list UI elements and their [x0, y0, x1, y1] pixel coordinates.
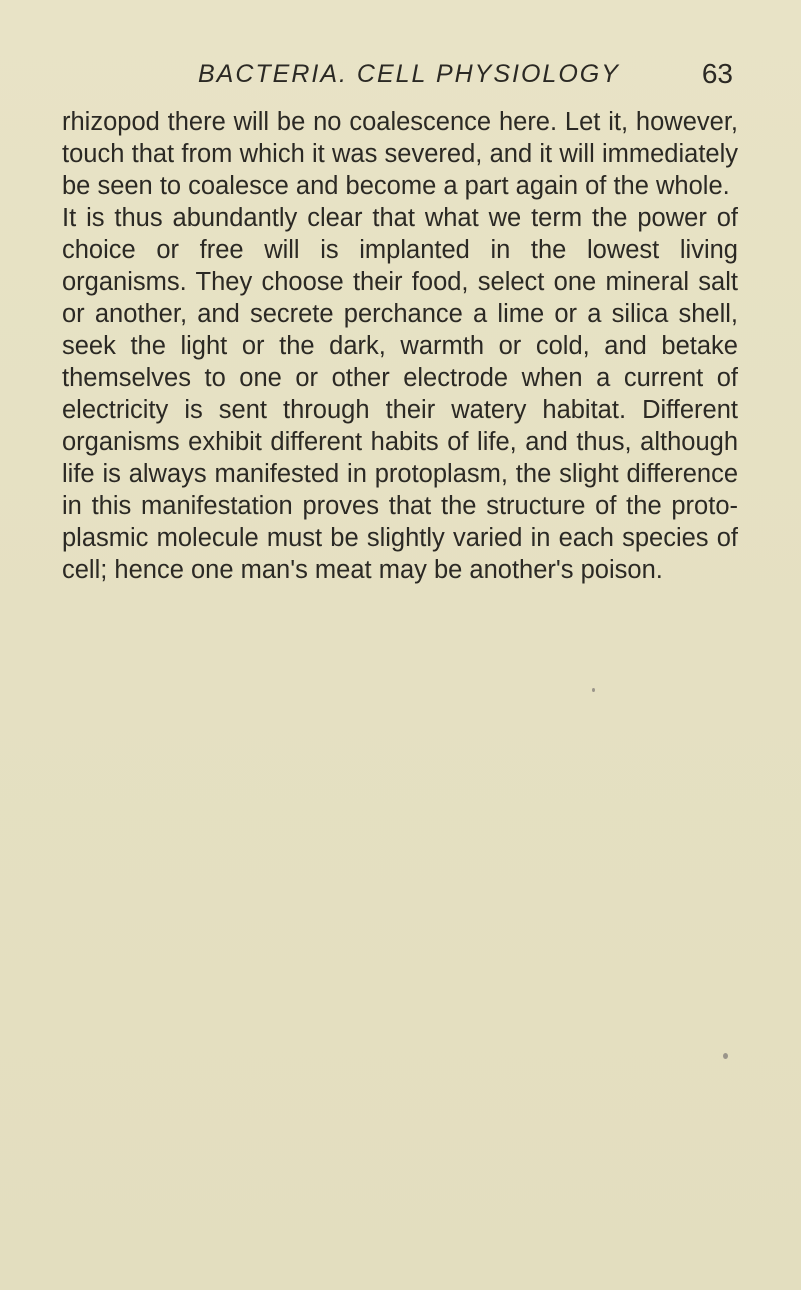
paragraph-1: rhizopod there will be no coalescence here. Let it, however, touch that from which it was severed, and it will immediately be seen to coalesce and become a part again of the whole. [62, 108, 738, 200]
running-title: BACTERIA. CELL PHYSIOLOGY [198, 60, 620, 88]
paragraph-2: It is thus abundantly clear that what we term the power of choice or free will is implanted in the lowest living organisms. They choose their food, select one mineral salt or another, and secrete perchance a lime or a silica shell, seek the light or the dark, warmth or cold, and betake themselves to one or other electrode when a current of electricity is sent through their watery habitat. Different organisms exhibit different habits of life, and thus, although life is always manifested in protoplasm, the slight difference in this manifestation proves that the structure of the proto-plasmic molecule must be slightly varied in each species of cell; hence one man's meat may be another's poison. [62, 204, 738, 584]
running-head [58, 56, 733, 96]
body-text [62, 106, 738, 586]
paper-speck [723, 1053, 728, 1059]
page-number: 63 [701, 58, 733, 89]
paper-speck [592, 688, 595, 692]
